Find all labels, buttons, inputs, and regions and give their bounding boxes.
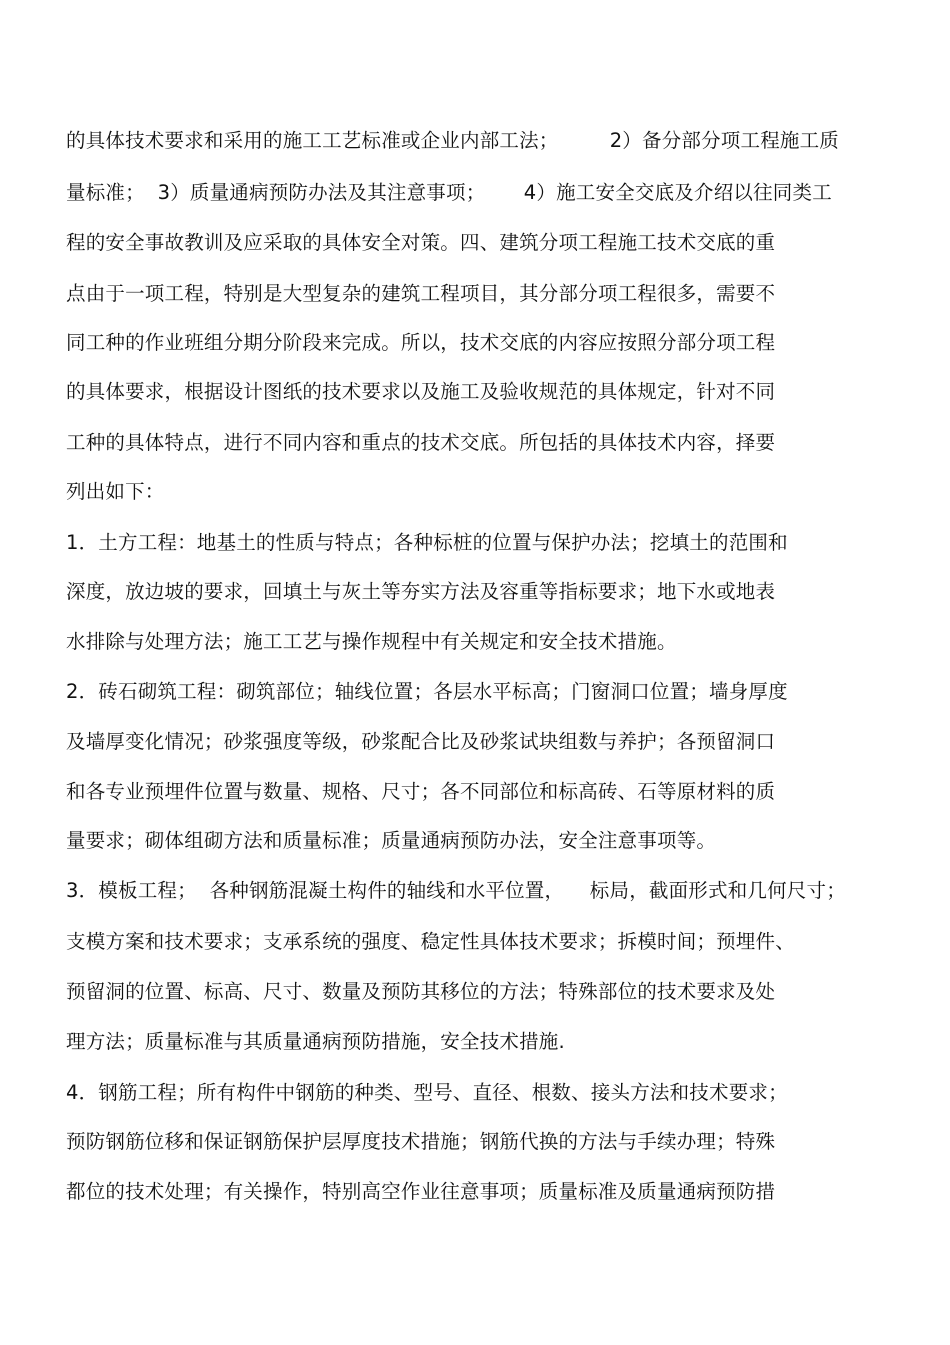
text-line: 工种的具体特点，进行不同内容和重点的技术交底。所包括的具体技术内容，择要 [66,431,776,454]
text-line: 1．土方工程：地基土的性质与特点；各种标桩的位置与保护办法；挖填土的范围和 [66,531,788,554]
text-line: 和各专业预埋件位置与数量、规格、尺寸；各不同部位和标高砖、石等原材料的质 [66,780,776,803]
text-line: 的具体技术要求和采用的施工工艺标准或企业内部工法； 2）备分部分项工程施工质 [66,129,839,152]
text-line: 水排除与处理方法；施工工艺与操作规程中有关规定和安全技术措施。 [66,630,677,653]
text-line: 量标准； 3）质量通病预防办法及其注意事项； 4）施工安全交底及介绍以往同类工 [66,181,832,204]
text-line: 理方法；质量标准与其质量通病预防措施，安全技术措施. [66,1030,565,1053]
text-line: 支模方案和技术要求；支承系统的强度、稳定性具体技术要求；拆模时间；预埋件、 [66,930,795,953]
text-line: 及墙厚变化情况；砂浆强度等级，砂浆配合比及砂浆试块组数与养护；各预留洞口 [66,730,776,753]
text-line: 都位的技术处理；有关操作，特别高空作业往意事项；质量标准及质量通病预防措 [66,1180,776,1203]
text-line: 同工种的作业班组分期分阶段来完成。所以，技术交底的内容应按照分部分项工程 [66,331,776,354]
text-line: 量要求；砌体组砌方法和质量标准；质量通病预防办法，安全注意事项等。 [66,829,717,852]
text-line: 列出如下： [66,480,165,503]
text-line: 4．钢筋工程；所有构件中钢筋的种类、型号、直径、根数、接头方法和技术要求； [66,1081,788,1104]
text-line: 3．模板工程； 各种钢筋混凝土构件的轴线和水平位置， 标局，截面形式和几何尺寸； [66,879,846,902]
text-line: 程的安全事故教训及应采取的具体安全对策。四、建筑分项工程施工技术交底的重 [66,231,776,254]
text-line: 2．砖石砌筑工程：砌筑部位；轴线位置；各层水平标高；门窗洞口位置；墙身厚度 [66,680,788,703]
text-line: 深度，放边坡的要求，回填土与灰土等夯实方法及容重等指标要求；地下水或地表 [66,580,776,603]
text-line: 预留洞的位置、标高、尺寸、数量及预防其移位的方法；特殊部位的技术要求及处 [66,980,776,1003]
text-line: 预防钢筋位移和保证钢筋保护层厚度技术措施；钢筋代换的方法与手续办理；特殊 [66,1130,776,1153]
text-line: 的具体要求，根据设计图纸的技术要求以及施工及验收规范的具体规定，针对不同 [66,380,776,403]
text-line: 点由于一项工程，特别是大型复杂的建筑工程项目，其分部分项工程很多，需要不 [66,282,776,305]
